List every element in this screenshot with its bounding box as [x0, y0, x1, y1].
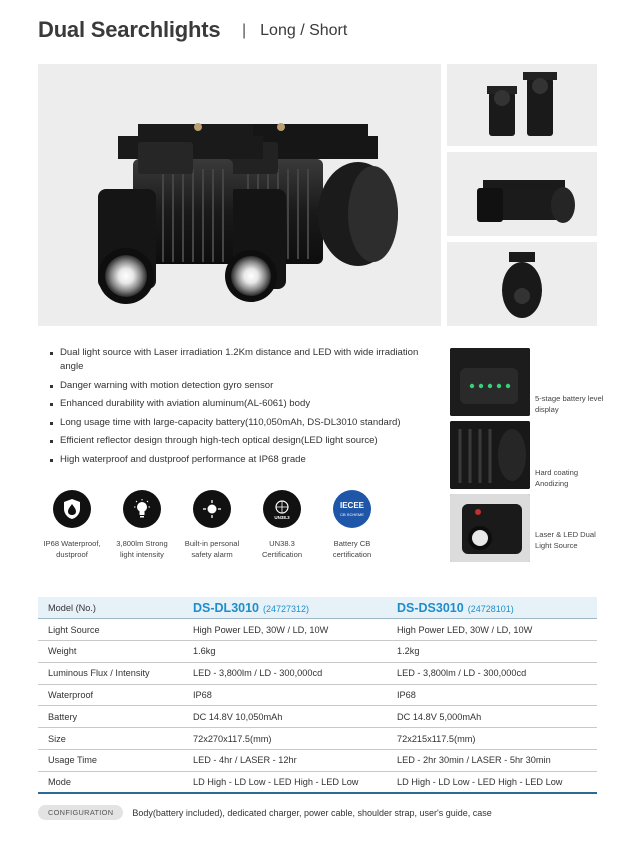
feature-brightness [110, 490, 174, 560]
table-row [38, 728, 597, 750]
feature-label: UN38.3 Certification [261, 539, 303, 559]
model-2-code: (24728101) [467, 603, 514, 614]
row-label: Light Source [38, 619, 193, 641]
row-label: Size [38, 728, 193, 750]
page-title: Dual Searchlights [38, 17, 221, 42]
table-row [38, 771, 597, 793]
configuration-line [38, 805, 492, 820]
row-value-1: 72x270x117.5(mm) [193, 728, 397, 750]
feature-cb-certification [320, 490, 384, 560]
row-value-1: High Power LED, 30W / LD, 10W [193, 619, 397, 641]
title-separator: | [242, 22, 247, 39]
iecee-cb-scheme-icon [333, 490, 371, 528]
row-value-1: LED - 4hr / LASER - 12hr [193, 750, 397, 772]
row-value-1: LED - 3,800lm / LD - 300,000cd [193, 662, 397, 684]
table-row [38, 662, 597, 684]
row-label: Weight [38, 641, 193, 663]
feature-waterproof [40, 490, 104, 560]
list-item: Danger warning with motion detection gyro sensor [50, 379, 430, 393]
row-label: Waterproof [38, 684, 193, 706]
row-value-2: LED - 3,800lm / LD - 300,000cd [397, 662, 597, 684]
table-header-row [38, 597, 597, 619]
model-1-code: (24727312) [263, 603, 310, 614]
detail-caption: 5-stage battery level display [535, 394, 604, 414]
row-value-2: 1.2kg [397, 641, 597, 663]
table-row [38, 750, 597, 772]
configuration-badge: CONFIGURATION [38, 805, 123, 820]
main-product-image [38, 64, 441, 326]
table-row [38, 641, 597, 663]
row-value-2: High Power LED, 30W / LD, 10W [397, 619, 597, 641]
row-value-1: 1.6kg [193, 641, 397, 663]
feature-label: Built-in personal safety alarm [184, 539, 240, 559]
feature-label: IP68 Waterproof, dustproof [43, 539, 101, 559]
feature-list [50, 346, 430, 471]
model-1-name: DS-DL3010 [193, 600, 259, 615]
detail-dual-light-image [450, 494, 530, 562]
configuration-text: Body(battery included), dedicated charger, power cable, shoulder strap, user's guide, case [132, 807, 492, 818]
un-logo-text: UN38.3 [274, 515, 290, 520]
model-2-header [397, 597, 597, 619]
row-value-2: LED - 2hr 30min / LASER - 5hr 30min [397, 750, 597, 772]
model-2-name: DS-DS3010 [397, 600, 464, 615]
row-value-2: IP68 [397, 684, 597, 706]
row-label: Usage Time [38, 750, 193, 772]
feature-safety-alarm [180, 490, 244, 560]
detail-anodizing-image [450, 421, 530, 489]
row-value-1: LD High - LD Low - LED High - LED Low [193, 771, 397, 793]
bulb-icon [123, 490, 161, 528]
list-item: Dual light source with Laser irradiation 1.2Km distance and LED with wide irradiation angle [50, 346, 430, 374]
alarm-light-icon [193, 490, 231, 528]
row-label: Mode [38, 771, 193, 793]
row-value-1: IP68 [193, 684, 397, 706]
row-label: Battery [38, 706, 193, 728]
thumbnail-pair-standing [447, 64, 597, 146]
page-subtitle [242, 22, 347, 40]
list-item: High waterproof and dustproof performance at IP68 grade [50, 453, 430, 467]
row-value-1: DC 14.8V 10,050mAh [193, 706, 397, 728]
row-value-2: 72x215x117.5(mm) [397, 728, 597, 750]
row-label: Luminous Flux / Intensity [38, 662, 193, 684]
iecee-logo-sub: CB SCHEME [340, 512, 364, 517]
list-item: Long usage time with large-capacity battery(110,050mAh, DS-DL3010 standard) [50, 416, 430, 430]
list-item: Enhanced durability with aviation aluminum(AL-6061) body [50, 397, 430, 411]
header-label: Model (No.) [38, 597, 193, 619]
feature-label: Battery CB certification [332, 539, 372, 559]
row-value-2: LD High - LD Low - LED High - LED Low [397, 771, 597, 793]
table-row [38, 706, 597, 728]
un-certification-icon [263, 490, 301, 528]
subtitle-text: Long / Short [260, 22, 348, 39]
model-1-header [193, 597, 397, 619]
thumbnail-rear-view [447, 242, 597, 326]
waterdrop-shield-icon [53, 490, 91, 528]
detail-battery-display-image [450, 348, 530, 416]
feature-un-certification [250, 490, 314, 560]
list-item: Efficient reflector design through high-tech optical design(LED light source) [50, 434, 430, 448]
table-row [38, 619, 597, 641]
detail-caption: Laser & LED Dual Light Source [535, 530, 596, 550]
row-value-2: DC 14.8V 5,000mAh [397, 706, 597, 728]
spec-table [38, 597, 597, 794]
table-row [38, 684, 597, 706]
iecee-logo-text: IECEE [339, 501, 365, 510]
thumbnail-side-view [447, 152, 597, 236]
detail-caption: Hard coating Anodizing [535, 468, 579, 488]
feature-label: 3,800lm Strong light intensity [116, 539, 168, 559]
